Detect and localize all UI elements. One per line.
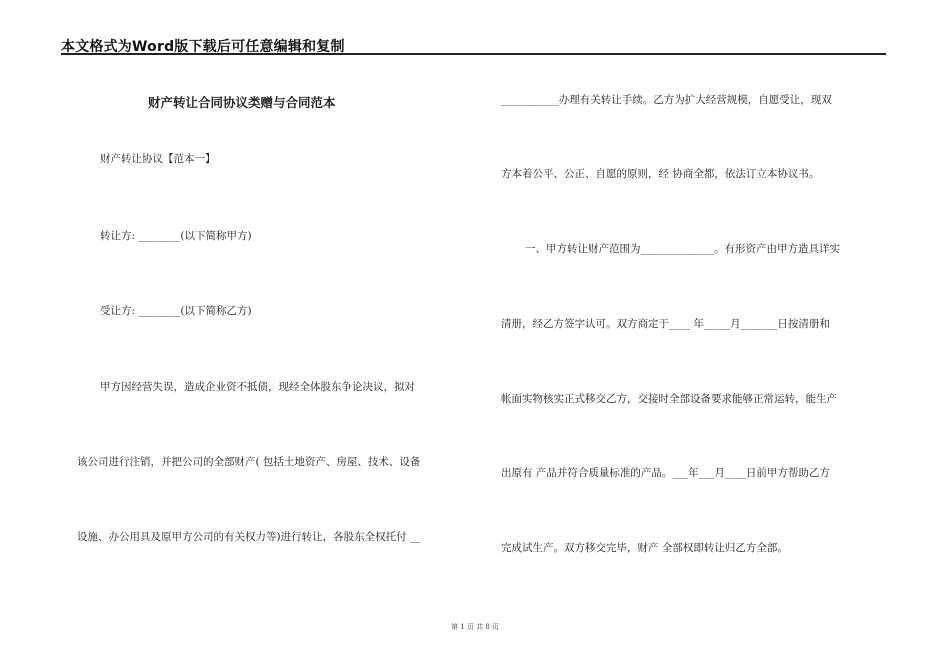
left-line-1: 财产转让协议【范本一】 — [100, 153, 216, 165]
left-line-2: 转让方: ________(以下简称甲方) — [100, 230, 252, 242]
header-rule — [61, 53, 886, 55]
right-line-3: 一、甲方转让财产范围为______________。有形资产由甲方造具详实 — [525, 243, 840, 255]
left-line-5: 该公司进行注销，并把公司的全部财产( 包括土地资产、房屋、技术、设备 — [77, 456, 421, 468]
header-banner: 本文格式为Word版下载后可任意编辑和复制 — [61, 39, 345, 55]
document-title: 财产转让合同协议类赠与合同范本 — [148, 95, 336, 110]
right-line-7: 完成试生产。双方移交完毕，财产 全部权即转让归乙方全部。 — [501, 542, 788, 554]
right-line-5: 帐面实物核实正式移交乙方，交接时全部设备要求能够正常运转，能生产 — [501, 393, 837, 405]
left-line-4: 甲方因经营失误，造成企业资不抵债，现经全体股东争论决议，拟对 — [100, 381, 415, 393]
right-line-1: ___________办理有关转让手续。乙方为扩大经营规模，自愿受让，现双 — [501, 94, 832, 106]
right-line-2: 方本着公平、公正、自愿的原则，经 协商全都，依法订立本协议书。 — [501, 168, 820, 180]
left-line-3: 受让方: ________(以下简称乙方) — [100, 305, 252, 317]
page-footer: 第 1 页 共 8 页 — [450, 623, 500, 631]
right-line-6: 出原有 产品并符合质量标准的产品。___年___月____日前甲方帮助乙方 — [501, 467, 830, 479]
left-line-6: 设施、办公用具及原甲方公司的有关权力等)进行转让，各股东全权托付 __ — [77, 531, 421, 543]
right-line-4: 清册，经乙方签字认可。双方商定于____ 年_____月_______日按清册和 — [501, 318, 830, 330]
